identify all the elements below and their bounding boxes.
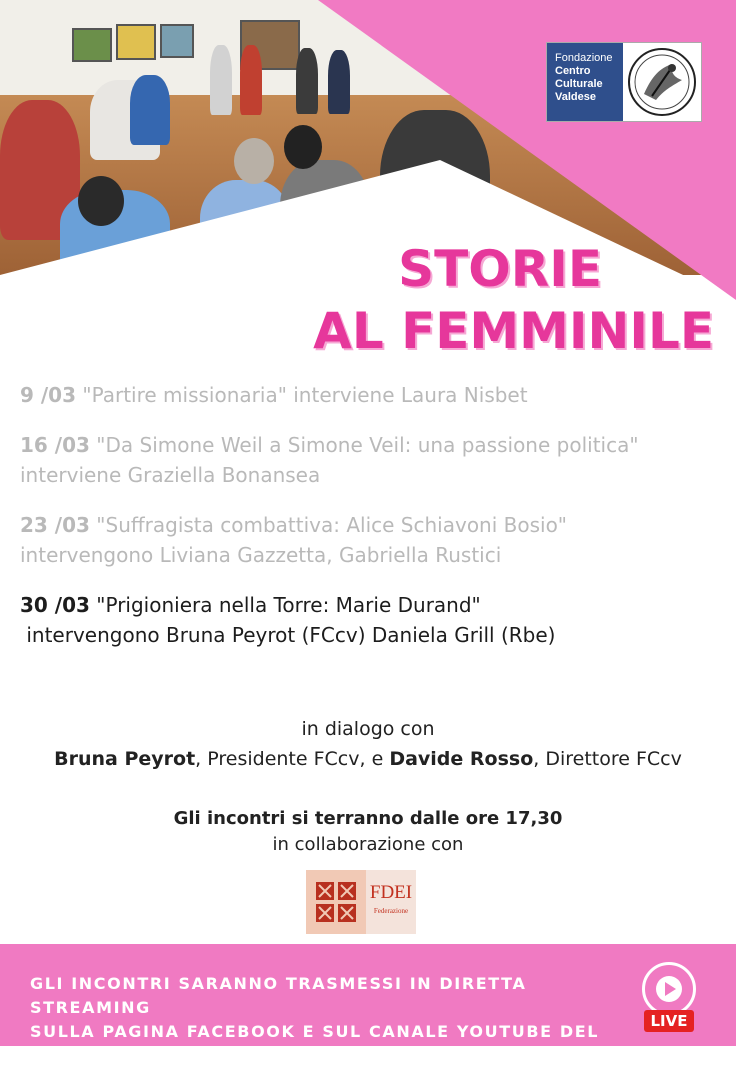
logo-line-2: Centro: [555, 65, 591, 77]
huguenot-emblem-icon: [623, 43, 701, 121]
event-speakers: interviene Graziella Bonansea: [20, 463, 321, 487]
collaboration-text: in collaborazione con: [272, 834, 464, 855]
event-speakers: intervengono Liviana Gazzetta, Gabriella Rustici: [20, 543, 502, 567]
event-item: [20, 510, 720, 570]
hours-section: [0, 806, 736, 858]
logo-text: [547, 43, 623, 121]
dialog-intro: in dialogo con: [301, 718, 435, 740]
dialog-name-2: Davide Rosso: [389, 748, 534, 770]
streaming-banner: [0, 944, 736, 1065]
events-list: [20, 380, 720, 670]
dialog-role-2: , Direttore FCcv: [533, 748, 682, 770]
title-line-2: AL FEMMINILE: [313, 302, 714, 360]
logo-line-1: Fondazione: [555, 52, 613, 64]
title-line-1: STORIE: [398, 240, 602, 298]
partner-logo: [306, 870, 416, 934]
event-item-current: [20, 590, 720, 650]
partner-name: [366, 870, 416, 934]
event-date: 30 /03: [20, 593, 90, 617]
event-title: "Prigioniera nella Torre: Marie Durand": [89, 593, 481, 617]
play-icon: [642, 962, 696, 1016]
fondazione-logo: [546, 42, 702, 122]
dialog-people: [0, 744, 736, 774]
event-title: "Partire missionaria" interviene Laura Nisbet: [76, 383, 528, 407]
event-date: 9 /03: [20, 383, 77, 407]
banner-text: [30, 972, 630, 1068]
page-title: [313, 238, 714, 362]
live-button[interactable]: [636, 962, 702, 1034]
partner-cross-icon: [306, 870, 366, 934]
hours-text: Gli incontri si terranno dalle ore 17,30: [173, 808, 563, 829]
event-item: [20, 430, 720, 490]
banner-line-2: SULLA PAGINA FACEBOOK E SUL CANALE YOUTUBE DEL CCV: [30, 1022, 600, 1065]
partner-subtitle: Federazione: [373, 907, 409, 915]
event-speakers: intervengono Bruna Peyrot (FCcv) Daniela Grill (Rbe): [20, 623, 556, 647]
banner-line-1: GLI INCONTRI SARANNO TRASMESSI IN DIRETTA STREAMING: [30, 974, 527, 1017]
event-title: "Suffragista combattiva: Alice Schiavoni Bosio": [89, 513, 568, 537]
event-title: "Da Simone Weil a Simone Veil: una passione politica": [89, 433, 639, 457]
logo-line-4: Valdese: [555, 91, 596, 103]
event-date: 16 /03: [20, 433, 90, 457]
live-badge: LIVE: [644, 1010, 694, 1032]
dialog-role-1: , Presidente FCcv, e: [195, 748, 390, 770]
event-date: 23 /03: [20, 513, 90, 537]
event-item: [20, 380, 720, 410]
logo-line-3: Culturale: [555, 78, 603, 90]
dialog-section: [0, 714, 736, 774]
dialog-name-1: Bruna Peyrot: [54, 748, 196, 770]
partner-acronym: FDEI: [369, 882, 413, 903]
